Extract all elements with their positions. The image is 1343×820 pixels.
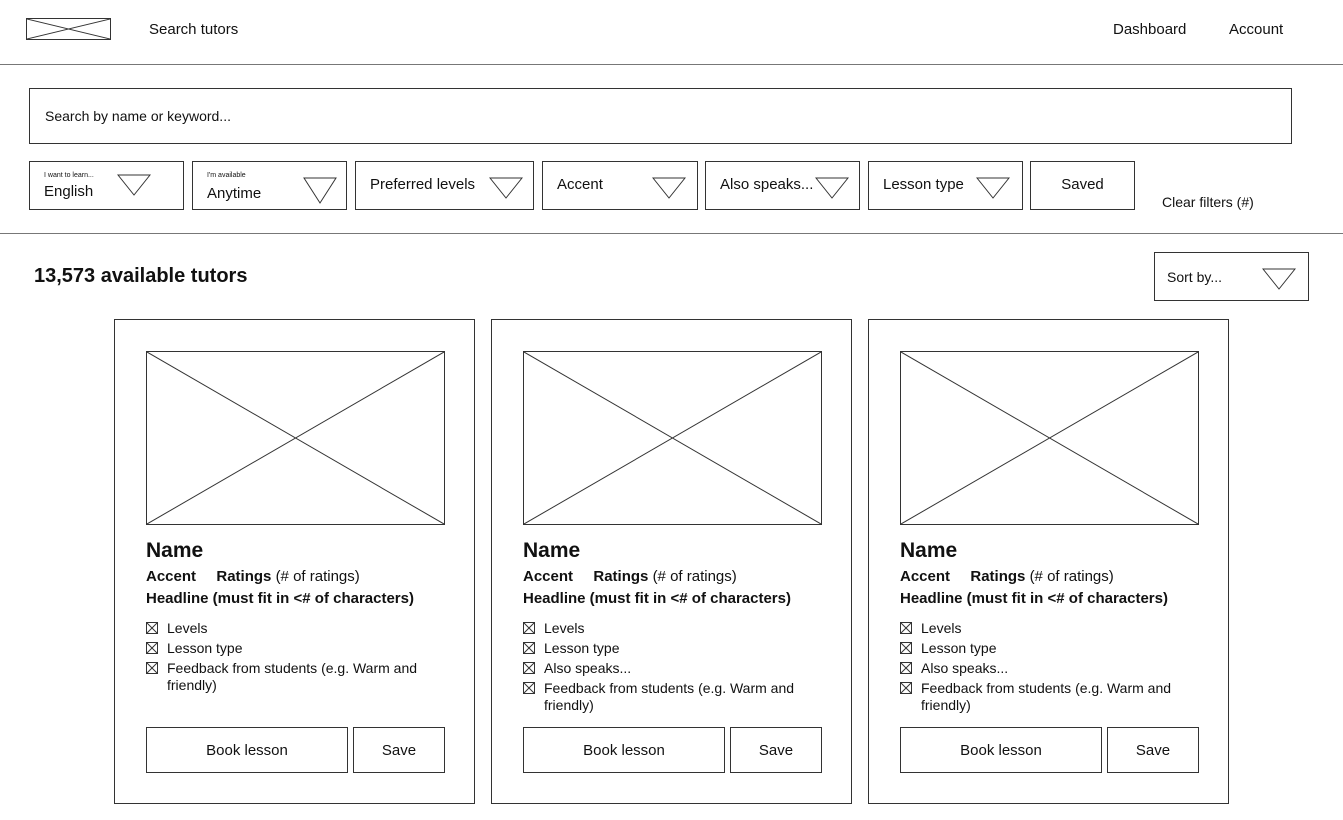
save-tutor-button[interactable]: Save: [1107, 727, 1199, 773]
filter-saved-label: Saved: [1061, 176, 1104, 193]
tutor-meta: [146, 568, 360, 585]
tutor-headline: Headline (must fit in <# of characters): [900, 590, 1168, 607]
tutor-feature-item: [523, 680, 823, 714]
sort-label: Sort by...: [1167, 269, 1222, 285]
book-lesson-button[interactable]: Book lesson: [146, 727, 348, 773]
image-placeholder-icon: [27, 19, 110, 39]
tutor-feature-list: [146, 620, 446, 697]
tutor-card: [868, 319, 1229, 804]
dropdown-triangle-icon: [815, 177, 849, 199]
filter-preferred-levels-label: Preferred levels: [370, 176, 476, 193]
checkbox-placeholder-icon: [900, 642, 912, 654]
image-placeholder-icon: [901, 352, 1198, 524]
tutor-ratings-count: (# of ratings): [652, 568, 737, 585]
tutor-photo-placeholder: [146, 351, 445, 525]
filter-learn[interactable]: [29, 161, 184, 210]
save-tutor-button[interactable]: Save: [730, 727, 822, 773]
checkbox-placeholder-icon: [523, 622, 535, 634]
save-tutor-button[interactable]: Save: [353, 727, 445, 773]
tutor-feature-label: Feedback from students (e.g. Warm and friendly): [921, 680, 1172, 713]
dropdown-triangle-icon: [652, 177, 686, 199]
dropdown-triangle-icon: [1262, 268, 1296, 290]
image-placeholder-icon: [147, 352, 444, 524]
dropdown-triangle-icon: [303, 177, 337, 204]
filter-learn-value: English: [44, 183, 94, 200]
checkbox-placeholder-icon: [146, 622, 158, 634]
tutor-feature-list: [900, 620, 1200, 717]
tutor-headline: Headline (must fit in <# of characters): [146, 590, 414, 607]
clear-filters-link[interactable]: Clear filters (#): [1162, 194, 1254, 210]
tutor-feature-item: [523, 640, 823, 657]
tutor-ratings: Ratings: [970, 568, 1026, 585]
image-placeholder-icon: [524, 352, 821, 524]
tutor-feature-list: [523, 620, 823, 717]
filter-learn-caption: I want to learn...: [44, 172, 94, 179]
checkbox-placeholder-icon: [146, 662, 158, 674]
checkbox-placeholder-icon: [900, 682, 912, 694]
sort-dropdown[interactable]: [1154, 252, 1309, 301]
filter-lesson-type[interactable]: [868, 161, 1023, 210]
checkbox-placeholder-icon: [523, 662, 535, 674]
tutor-accent: Accent: [146, 568, 197, 585]
checkbox-placeholder-icon: [523, 642, 535, 654]
tutor-meta: [523, 568, 737, 585]
tutor-feature-item: [146, 640, 446, 657]
book-lesson-button[interactable]: Book lesson: [900, 727, 1102, 773]
tutor-headline: Headline (must fit in <# of characters): [523, 590, 791, 607]
tutor-feature-item: [900, 660, 1200, 677]
filter-availability-value: Anytime: [207, 185, 262, 202]
tutor-feature-label: Also speaks...: [544, 660, 632, 676]
checkbox-placeholder-icon: [146, 642, 158, 654]
tutor-card: [491, 319, 852, 804]
tutor-feature-item: [900, 640, 1200, 657]
tutor-feature-label: Levels: [544, 620, 585, 636]
tutor-photo-placeholder: [523, 351, 822, 525]
search-placeholder: Search by name or keyword...: [45, 108, 231, 124]
tutor-feature-item: [900, 620, 1200, 637]
tutor-feature-item: [523, 620, 823, 637]
filter-accent[interactable]: [542, 161, 698, 210]
dropdown-triangle-icon: [976, 177, 1010, 199]
tutor-card: [114, 319, 475, 804]
filter-availability-caption: I'm available: [207, 172, 246, 179]
filter-lesson-type-label: Lesson type: [883, 176, 964, 193]
dropdown-triangle-icon: [489, 177, 523, 199]
nav-account[interactable]: Account: [1229, 21, 1284, 38]
filter-preferred-levels[interactable]: [355, 161, 534, 210]
tutor-feature-label: Feedback from students (e.g. Warm and friendly): [167, 660, 418, 693]
tutor-feature-label: Also speaks...: [921, 660, 1009, 676]
logo-placeholder[interactable]: [26, 18, 111, 40]
tutor-ratings: Ratings: [593, 568, 649, 585]
results-count: 13,573 available tutors: [34, 265, 248, 287]
tutor-name: Name: [900, 539, 958, 562]
tutor-meta: [900, 568, 1114, 585]
tutor-name: Name: [146, 539, 204, 562]
filter-availability[interactable]: [192, 161, 347, 210]
tutor-feature-item: [523, 660, 823, 677]
filter-also-speaks[interactable]: [705, 161, 860, 210]
tutor-name: Name: [523, 539, 581, 562]
tutor-feature-label: Lesson type: [921, 640, 997, 656]
header-divider: [0, 64, 1343, 65]
tutor-feature-item: [146, 620, 446, 637]
tutor-ratings-count: (# of ratings): [275, 568, 360, 585]
filter-saved-button[interactable]: [1030, 161, 1135, 210]
tutor-feature-label: Lesson type: [167, 640, 243, 656]
tutor-feature-label: Levels: [167, 620, 208, 636]
filter-also-speaks-label: Also speaks...: [720, 176, 814, 193]
tutor-feature-label: Levels: [921, 620, 962, 636]
book-lesson-button[interactable]: Book lesson: [523, 727, 725, 773]
search-input[interactable]: [29, 88, 1292, 144]
tutor-feature-item: [900, 680, 1200, 714]
checkbox-placeholder-icon: [523, 682, 535, 694]
tutor-photo-placeholder: [900, 351, 1199, 525]
tutor-accent: Accent: [900, 568, 951, 585]
tutor-ratings: Ratings: [216, 568, 272, 585]
checkbox-placeholder-icon: [900, 662, 912, 674]
checkbox-placeholder-icon: [900, 622, 912, 634]
nav-dashboard[interactable]: Dashboard: [1113, 21, 1187, 38]
nav-search-tutors[interactable]: Search tutors: [149, 21, 239, 38]
tutor-feature-label: Feedback from students (e.g. Warm and friendly): [544, 680, 795, 713]
filters-divider: [0, 233, 1343, 234]
tutor-accent: Accent: [523, 568, 574, 585]
filter-accent-label: Accent: [557, 176, 603, 193]
tutor-feature-label: Lesson type: [544, 640, 620, 656]
tutor-feature-item: [146, 660, 446, 694]
dropdown-triangle-icon: [117, 174, 151, 196]
tutor-ratings-count: (# of ratings): [1029, 568, 1114, 585]
